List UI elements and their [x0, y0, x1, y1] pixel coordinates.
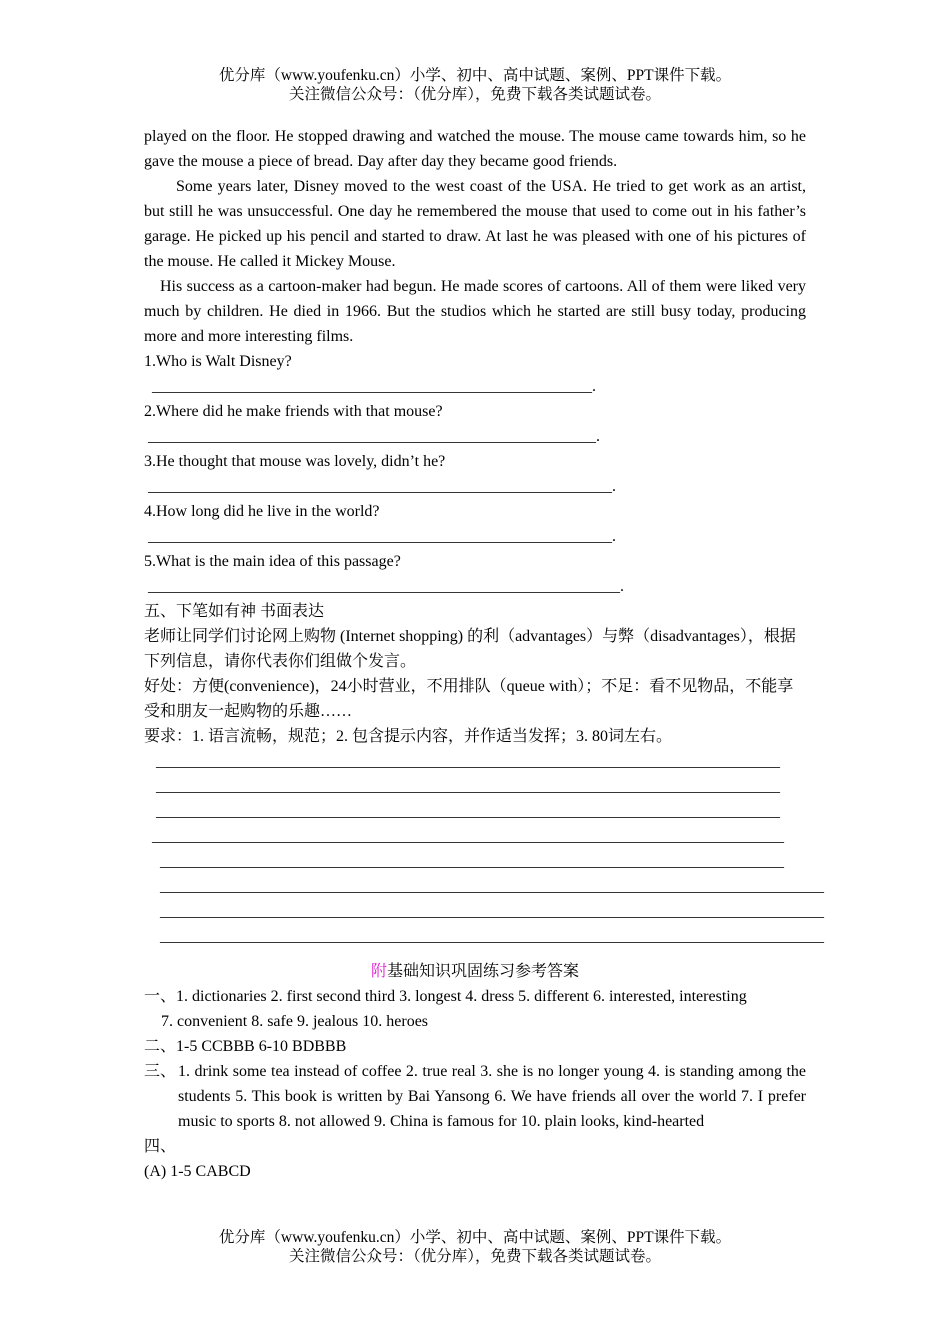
- answer-section-1-line-2: 7. convenient 8. safe 9. jealous 10. heroes: [161, 1013, 429, 1030]
- page-footer: [0, 1228, 950, 1266]
- writing-heading: 五、下笔如有神 书面表达: [144, 603, 325, 620]
- answer-section-4-a: (A) 1-5 CABCD: [144, 1163, 251, 1180]
- answer-section-1-label: 一、: [144, 988, 177, 1005]
- answer-line-1[interactable]: _______________________________________________________.: [148, 378, 596, 395]
- answer-section-1: [144, 984, 806, 1009]
- footer-line-2: 关注微信公众号：（优分库），免费下载各类试题试卷。: [288, 1248, 661, 1265]
- question-list: [144, 349, 806, 599]
- answer-key-title-prefix: 附: [370, 963, 387, 980]
- footer-line-1: 优分库（www.youfenku.cn）小学、初中、高中试题、案例、PPT课件下载。: [218, 1229, 732, 1246]
- answer-section-1-line-1: 1. dictionaries 2. first second third 3. longest 4. dress 5. different 6. interested, interesting: [176, 988, 747, 1005]
- writing-line-4[interactable]: _______________________________________________________________________________: [144, 828, 784, 845]
- answer-section-4-label: 四、: [144, 1138, 177, 1155]
- answer-line-3[interactable]: __________________________________________________________.: [148, 478, 616, 495]
- writing-line-7[interactable]: ___________________________________________________________________________________: [144, 903, 824, 920]
- header-line-2: 关注微信公众号：（优分库），免费下载各类试题试卷。: [288, 86, 661, 103]
- header-line-1: 优分库（www.youfenku.cn）小学、初中、高中试题、案例、PPT课件下载。: [218, 67, 732, 84]
- writing-prompt-2: 好处：方便(convenience)，24小时营业，不用排队（queue with）；不足：看不见物品，不能享受和朋友一起购物的乐趣……: [144, 678, 794, 720]
- passage-paragraph-1: played on the floor. He stopped drawing and watched the mouse. The mouse came towards him, so he gave the mouse a piece of bread. Day after day they became good friends.: [144, 128, 806, 170]
- writing-line-2[interactable]: ______________________________________________________________________________: [144, 778, 780, 795]
- writing-section: [144, 599, 824, 949]
- writing-line-8[interactable]: ___________________________________________________________________________________: [144, 928, 824, 945]
- writing-line-5[interactable]: ______________________________________________________________________________: [144, 853, 784, 870]
- answer-section-3-label: 三、: [144, 1063, 177, 1080]
- answer-line-4[interactable]: __________________________________________________________.: [148, 528, 616, 545]
- passage-paragraph-3: His success as a cartoon-maker had begun. He made scores of cartoons. All of them were liked very much by children. He died in 1966. But the studios which he started are still busy today, producing more and more interesting films.: [144, 278, 806, 345]
- question-4: 4.How long did he live in the world?: [144, 503, 380, 520]
- page-header: [0, 66, 950, 104]
- writing-prompt-1: 老师让同学们讨论网上购物 (Internet shopping) 的利（advantages）与弊（disadvantages），根据下列信息，请你代表你们组做个发言。: [144, 628, 796, 670]
- passage-paragraph-2: Some years later, Disney moved to the west coast of the USA. He tried to get work as an artist, but still he was unsuccessful. One day he remembered the mouse that used to come out in his father’s garage. He picked up his pencil and started to draw. At last he was pleased with one of his pictures of the mouse. He called it Mickey Mouse.: [144, 178, 806, 270]
- question-1: 1.Who is Walt Disney?: [144, 353, 292, 370]
- question-5: 5.What is the main idea of this passage?: [144, 553, 401, 570]
- answer-line-5[interactable]: ___________________________________________________________.: [148, 578, 624, 595]
- answer-key-title: [144, 949, 806, 984]
- answer-section-3-text: 1. drink some tea instead of coffee 2. true real 3. she is no longer young 4. is standing among the students 5. This book is written by Bai Yansong 6. We have friends all over the world 7. I prefer music to sports 8. not allowed 9. China is famous for 10. plain looks, kind-hearted: [178, 1063, 806, 1130]
- answer-key: [144, 949, 806, 1184]
- answer-section-2: 二、1-5 CCBBB 6-10 BDBBB: [144, 1038, 347, 1055]
- question-3: 3.He thought that mouse was lovely, didn’t he?: [144, 453, 446, 470]
- document-body: [144, 124, 824, 1184]
- writing-requirements: 要求：1. 语言流畅，规范；2. 包含提示内容，并作适当发挥；3. 80词左右。: [144, 728, 673, 745]
- question-2: 2.Where did he make friends with that mouse?: [144, 403, 443, 420]
- writing-line-1[interactable]: ______________________________________________________________________________: [144, 753, 780, 770]
- answer-line-2[interactable]: ________________________________________________________.: [148, 428, 600, 445]
- writing-line-6[interactable]: ___________________________________________________________________________________: [144, 878, 824, 895]
- answer-key-title-text: 基础知识巩固练习参考答案: [387, 963, 580, 980]
- answer-section-3: [144, 1059, 806, 1134]
- writing-line-3[interactable]: ______________________________________________________________________________: [144, 803, 780, 820]
